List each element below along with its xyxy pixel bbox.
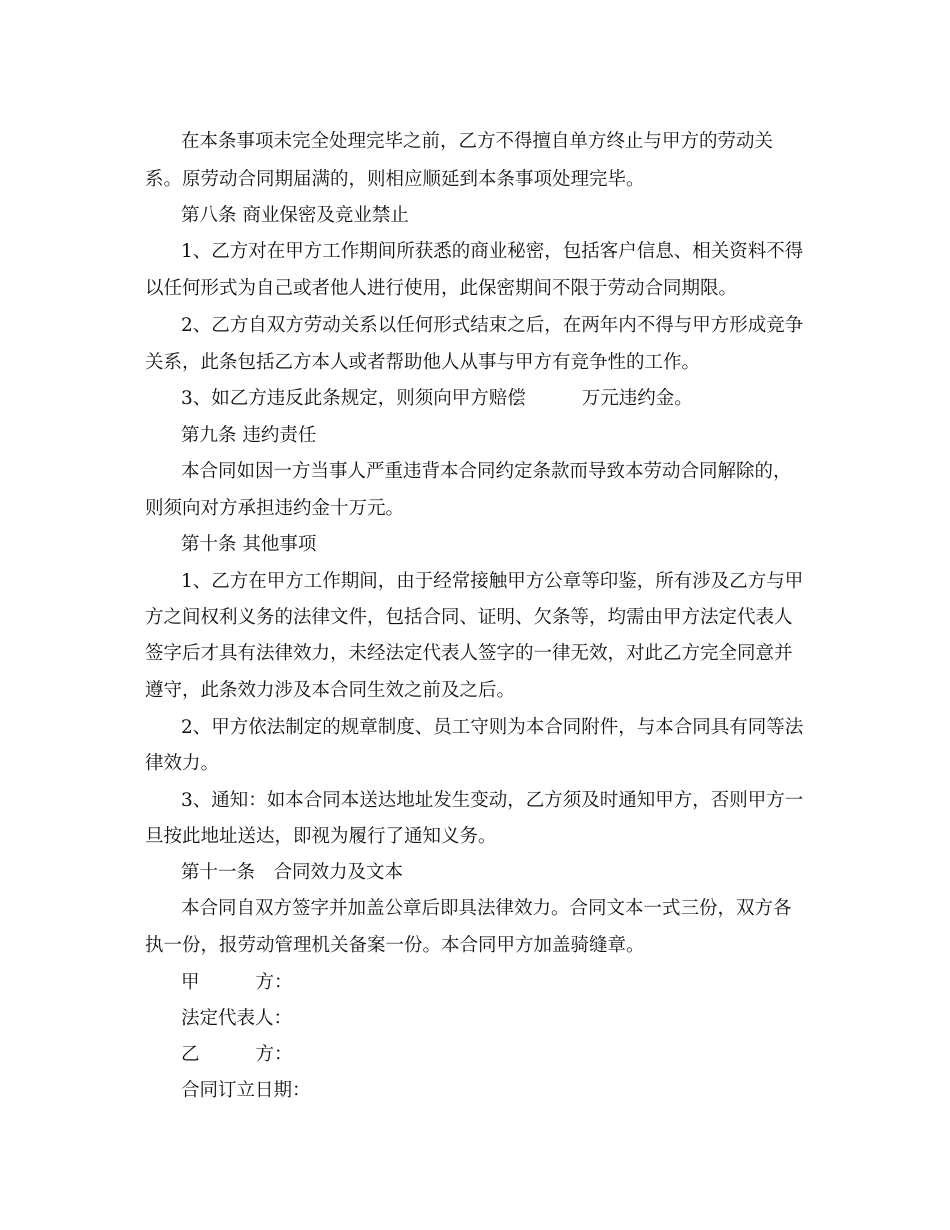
party-a-label-suffix: 方： [255, 972, 293, 993]
section-heading-11: 第十一条 合同效力及文本 [181, 862, 404, 883]
penalty-clause-suffix: 万元违约金。 [581, 388, 693, 409]
paragraph-line: 以任何形式为自己或者他人进行使用，此保密期间不限于劳动合同期限。 [145, 278, 738, 299]
paragraph-line: 旦按此地址送达，即视为履行了通知义务。 [145, 826, 497, 847]
paragraph-line: 遵守，此条效力涉及本合同生效之前及之后。 [145, 680, 516, 701]
paragraph-line: 2、甲方依法制定的规章制度、员工守则为本合同附件，与本合同具有同等法 [181, 717, 804, 738]
party-b-label-char: 乙 [181, 1044, 200, 1065]
section-heading-10: 第十条 其他事项 [181, 534, 317, 555]
penalty-clause-line [181, 387, 693, 411]
paragraph-line: 2、乙方自双方劳动关系以任何形式结束之后，在两年内不得与甲方形成竞争 [181, 315, 804, 336]
paragraph-line: 本合同自双方签字并加盖公章后即具法律效力。合同文本一式三份，双方各 [181, 898, 792, 919]
paragraph-line: 系。原劳动合同期届满的，则相应顺延到本条事项处理完毕。 [145, 169, 645, 190]
signature-legal-representative: 法定代表人： [181, 1008, 293, 1029]
paragraph-line: 3、通知：如本合同本送达地址发生变动，乙方须及时通知甲方，否则甲方一 [181, 790, 804, 811]
paragraph-line: 本合同如因一方当事人严重违背本合同约定条款而导致本劳动合同解除的， [181, 461, 792, 482]
paragraph-line: 1、乙方在甲方工作期间，由于经常接触甲方公章等印鉴，所有涉及乙方与甲 [181, 571, 804, 592]
paragraph-line: 执一份，报劳动管理机关备案一份。本合同甲方加盖骑缝章。 [145, 935, 645, 956]
party-b-label-suffix: 方： [255, 1044, 293, 1065]
paragraph-line: 关系，此条包括乙方本人或者帮助他人从事与甲方有竞争性的工作。 [145, 352, 701, 373]
paragraph-line: 在本条事项未完全处理完毕之前，乙方不得擅自单方终止与甲方的劳动关 [181, 131, 774, 152]
paragraph-line: 则须向对方承担违约金十万元。 [145, 498, 405, 519]
paragraph-line: 签字后才具有法律效力，未经法定代表人签字的一律无效，对此乙方完全同意并 [145, 643, 793, 664]
signature-party-b [181, 1043, 293, 1067]
party-a-label-char: 甲 [181, 972, 200, 993]
paragraph-line: 方之间权利义务的法律文件，包括合同、证明、欠条等，均需由甲方法定代表人 [145, 607, 793, 628]
penalty-clause-text: 3、如乙方违反此条规定，则须向甲方赔偿 [181, 388, 526, 409]
section-heading-9: 第九条 违约责任 [181, 425, 317, 446]
paragraph-line: 1、乙方对在甲方工作期间所获悉的商业秘密，包括客户信息、相关资料不得 [181, 241, 804, 262]
signature-party-a [181, 971, 293, 995]
section-heading-8: 第八条 商业保密及竞业禁止 [181, 205, 409, 226]
signature-contract-date: 合同订立日期： [181, 1080, 311, 1101]
paragraph-line: 律效力。 [145, 753, 220, 774]
